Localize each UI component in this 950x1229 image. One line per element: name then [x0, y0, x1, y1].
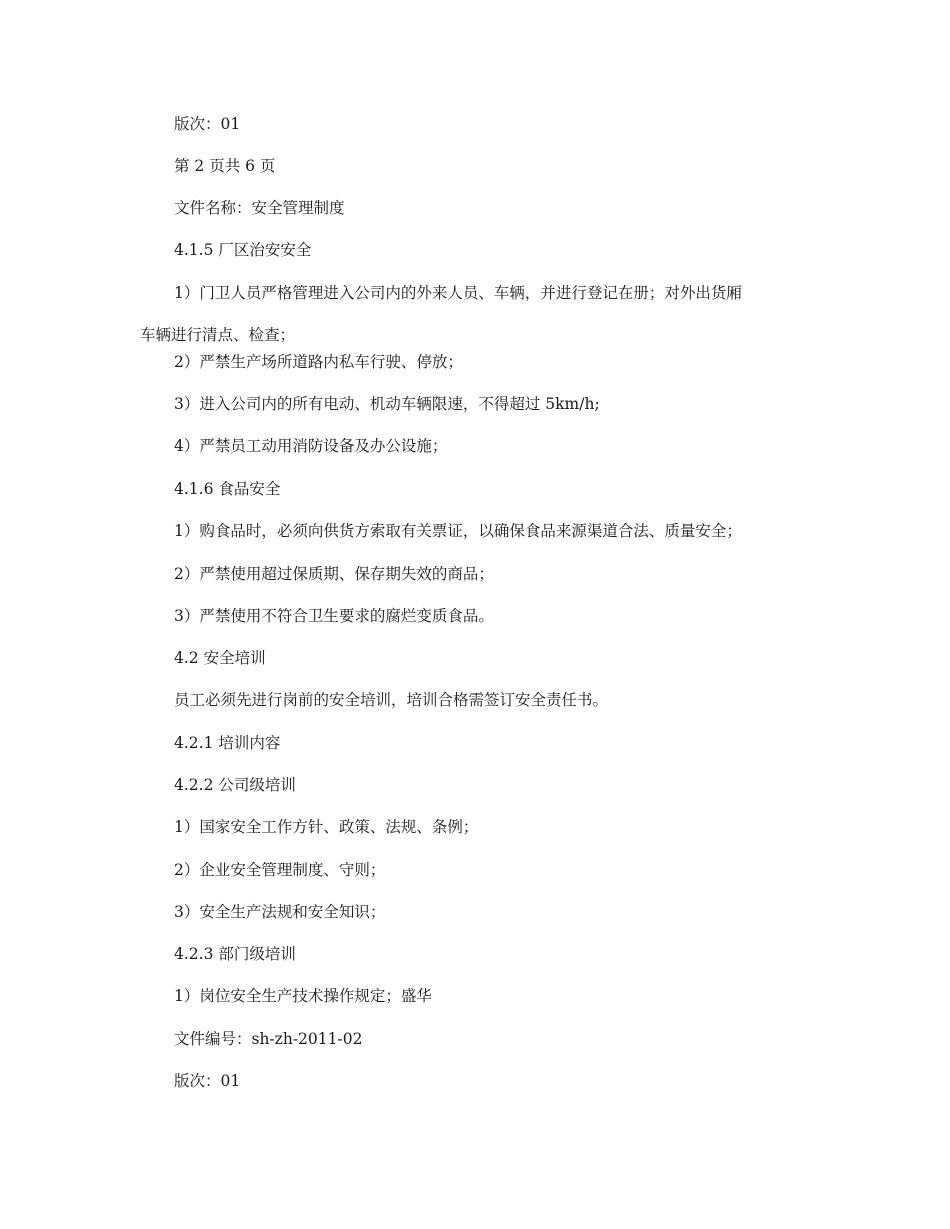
page-indicator: 第 2 页共 6 页	[174, 157, 276, 175]
section-4-2-2-item-2: 2）企业安全管理制度、守则；	[174, 861, 386, 879]
section-4-2-3-item-1: 1）岗位安全生产技术操作规定；盛华	[174, 987, 432, 1005]
section-4-2-2-item-3: 3）安全生产法规和安全知识；	[174, 903, 386, 921]
section-title-4-2: 4.2 安全培训	[174, 649, 266, 667]
section-4-1-5-item-3: 3）进入公司内的所有电动、机动车辆限速，不得超过 5km/h;	[174, 395, 600, 413]
section-4-1-6-item-3: 3）严禁使用不符合卫生要求的腐烂变质食品。	[174, 607, 494, 625]
file-number: 文件编号：sh-zh-2011-02	[174, 1030, 363, 1048]
section-4-2-2-item-1: 1）国家安全工作方针、政策、法规、条例；	[174, 818, 479, 836]
version-label-footer: 版次：01	[174, 1072, 241, 1090]
section-title-4-2-3: 4.2.3 部门级培训	[174, 945, 296, 963]
file-name: 文件名称：安全管理制度	[174, 199, 345, 217]
section-4-2-intro: 员工必须先进行岗前的安全培训，培训合格需签订安全责任书。	[174, 691, 609, 709]
section-title-4-1-6: 4.1.6 食品安全	[174, 480, 281, 498]
section-4-1-6-item-1: 1）购食品时，必须向供货方索取有关票证，以确保食品来源渠道合法、质量安全；	[174, 522, 742, 540]
section-title-4-1-5: 4.1.5 厂区治安安全	[174, 241, 312, 259]
section-4-1-5-item-2: 2）严禁生产场所道路内私车行驶、停放；	[174, 353, 463, 371]
item-1-line-1: 1）门卫人员严格管理进入公司内的外来人员、车辆，并进行登记在册；对外出货厢	[174, 284, 742, 302]
item-1-line-2: 车辆进行清点、检查；	[140, 326, 296, 344]
section-4-1-5-item-1	[140, 283, 810, 345]
section-4-1-5-item-4: 4）严禁员工动用消防设备及办公设施；	[174, 437, 448, 455]
version-label-top: 版次：01	[174, 115, 241, 133]
section-4-1-6-item-2: 2）严禁使用超过保质期、保存期失效的商品；	[174, 565, 494, 583]
section-title-4-2-2: 4.2.2 公司级培训	[174, 776, 296, 794]
section-title-4-2-1: 4.2.1 培训内容	[174, 734, 281, 752]
